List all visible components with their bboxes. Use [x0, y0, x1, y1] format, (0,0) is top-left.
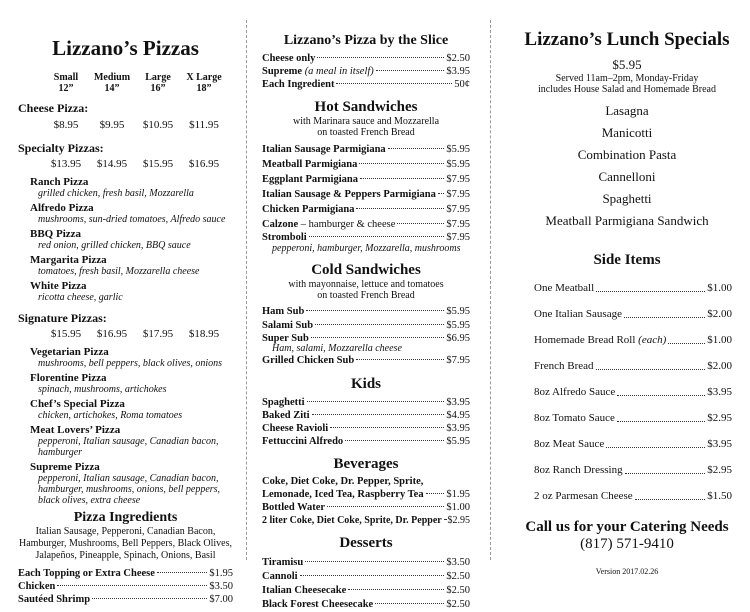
signature-price-row: $15.95 $16.95 $17.95 $18.95 [50, 328, 220, 340]
hot-sandwiches-title: Hot Sandwiches [314, 99, 418, 115]
side-row: One Italian Sausage $2.00 [534, 308, 732, 320]
size-medium: Medium 14” [93, 72, 131, 94]
lunch-item: Lasagna [605, 103, 649, 118]
cold-row: Salami Sub $5.95 [262, 320, 470, 331]
hot-row: Meatball Parmigiana $5.95 [262, 159, 470, 170]
ingredients-text: Italian Sausage, Pepperoni, Canadian Bacon, Hamburger, Mushrooms, Bell Peppers, Black Olives, Jalapeños, Pineapple, Spinach, Onions, Basil [19, 526, 232, 561]
side-row: One Meatball $1.00 [534, 282, 732, 294]
cold-row: Grilled Chicken Sub $7.95 [262, 355, 470, 366]
size-xlarge: X Large 18” [186, 72, 222, 94]
lunch-item: Spaghetti [602, 191, 652, 206]
lunch-item: Combination Pasta [577, 147, 677, 162]
desserts-list [262, 556, 470, 612]
beverage-row: Lemonade, Iced Tea, Raspberry Tea $1.95 [262, 489, 470, 500]
pizza-item: Margarita Pizza tomatoes, fresh basil, Mozzarella cheese [30, 254, 200, 277]
pizza-item: Vegetarian Pizza mushrooms, bell peppers, black olives, onions [30, 346, 223, 369]
extra-row: Sautéed Shrimp $7.00 [18, 594, 233, 605]
slice-row: Cheese only $2.50 [262, 53, 470, 64]
cold-row: Ham Sub $5.95 [262, 306, 470, 317]
lunch-includes: includes House Salad and Homemade Bread [537, 84, 716, 95]
pizza-item: Chef’s Special Pizza chicken, artichokes, Roma tomatoes [30, 398, 183, 421]
pizza-item: Florentine Pizza spinach, mushrooms, artichokes [30, 372, 167, 395]
column-divider [246, 20, 247, 560]
middle-column [248, 0, 480, 610]
hot-row: Chicken Parmigiana $7.95 [262, 204, 470, 215]
hot-row: Italian Sausage Parmigiana $5.95 [262, 144, 470, 155]
stromboli-desc: pepperoni, hamburger, Mozzarella, mushrooms [272, 243, 461, 254]
beverages-title: Beverages [333, 456, 399, 472]
desserts-title: Desserts [339, 535, 393, 551]
kids-title: Kids [350, 376, 381, 392]
side-items-title: Side Items [593, 252, 661, 268]
super-sub-desc: Ham, salami, Mozzarella cheese [272, 343, 402, 354]
pizza-column [0, 0, 245, 605]
pizza-item: Meat Lovers’ Pizza pepperoni, Italian sausage, Canadian bacon, hamburger [30, 424, 219, 458]
side-row: Homemade Bread Roll (each) $1.00 [534, 334, 732, 346]
column-divider [490, 20, 491, 560]
side-row: 8oz Meat Sauce $3.95 [534, 438, 732, 450]
pizza-item: Alfredo Pizza mushrooms, sun-dried tomatoes, Alfredo sauce [30, 202, 226, 225]
version-label: Version 2017.02.26 [595, 567, 659, 576]
extras-list [18, 567, 233, 606]
pizza-item: Supreme Pizza pepperoni, Italian sausage, Canadian bacon, hamburger, mushrooms, onions, bell peppers, black olives, extra cheese [30, 461, 221, 506]
slice-row: Each Ingredient 50¢ [262, 79, 470, 90]
cheese-price-row: $8.95 $9.95 $10.95 $11.95 [53, 119, 219, 131]
hot-sandwich-list [262, 142, 470, 254]
size-large: Large 16” [145, 72, 171, 94]
cold-sandwich-list [262, 305, 470, 368]
dessert-row: Cannoli $2.50 [262, 571, 470, 582]
cheese-pizza-label: Cheese Pizza: [18, 101, 89, 115]
kids-row: Fettuccini Alfredo $5.95 [262, 436, 470, 447]
cold-sandwiches-title: Cold Sandwiches [311, 262, 421, 278]
catering-phone[interactable]: (817) 571-9410 [580, 536, 674, 552]
kids-row: Cheese Ravioli $3.95 [262, 423, 470, 434]
pizzas-title: Lizzano’s Pizzas [52, 36, 199, 60]
side-items-list [510, 275, 744, 509]
hot-row: Italian Sausage & Peppers Parmigiana $7.95 [262, 189, 470, 200]
specialty-price-row: $13.95 $14.95 $15.95 $16.95 [50, 158, 220, 170]
lunch-item: Cannelloni [598, 169, 656, 184]
dessert-row: Italian Cheesecake $2.50 [262, 585, 470, 596]
lunch-hours: Served 11am–2pm, Monday-Friday [555, 73, 699, 84]
pizza-item: Ranch Pizza grilled chicken, fresh basil, Mozzarella [30, 176, 194, 199]
beverage-row: Bottled Water $1.00 [262, 502, 470, 513]
lunch-item: Manicotti [601, 125, 653, 140]
pizza-item: White Pizza ricotta cheese, garlic [30, 280, 123, 303]
by-slice-title: Lizzano’s Pizza by the Slice [283, 33, 449, 48]
lunch-price: $5.95 [612, 57, 642, 72]
cold-row: Super Sub $6.95 [262, 333, 470, 344]
side-row: French Bread $2.00 [534, 360, 732, 372]
dessert-row: Black Forest Cheesecake $2.50 [262, 599, 470, 610]
size-header-row [18, 72, 233, 98]
hot-sandwiches-subtitle: with Marinara sauce and Mozzarella [292, 116, 440, 127]
signature-pizza-label: Signature Pizzas: [18, 311, 107, 325]
slice-row: Supreme (a meal in itself) $3.95 [262, 66, 470, 77]
extra-row: Each Topping or Extra Cheese $1.95 [18, 568, 233, 579]
dessert-row: Tiramisu $3.50 [262, 557, 470, 568]
side-row: 8oz Tomato Sauce $2.95 [534, 412, 732, 424]
side-row: 8oz Alfredo Sauce $3.95 [534, 386, 732, 398]
lunch-title: Lizzano’s Lunch Specials [524, 29, 730, 50]
kids-row: Spaghetti $3.95 [262, 397, 470, 408]
hot-row: Stromboli $7.95 [262, 232, 470, 243]
size-small: Small 12” [53, 72, 79, 94]
kids-row: Baked Ziti $4.95 [262, 410, 470, 421]
specialty-pizza-label: Specialty Pizzas: [18, 141, 104, 155]
ingredients-title: Pizza Ingredients [73, 510, 178, 525]
side-row: 8oz Ranch Dressing $2.95 [534, 464, 732, 476]
cold-sandwiches-subtitle: with mayonnaise, lettuce and tomatoes [288, 279, 444, 290]
pizza-item: BBQ Pizza red onion, grilled chicken, BBQ sauce [30, 228, 191, 251]
lunch-item: Meatball Parmigiana Sandwich [545, 213, 709, 228]
by-slice-list [262, 52, 470, 91]
hot-row: Eggplant Parmigiana $7.95 [262, 174, 470, 185]
extra-row: Chicken $3.50 [18, 581, 233, 592]
catering-title: Call us for your Catering Needs [525, 519, 729, 535]
lunch-list [510, 100, 744, 232]
hot-row: Calzone – hamburger & cheese $7.95 [262, 219, 470, 230]
beverages-list [262, 476, 470, 527]
cold-sandwiches-subtitle: on toasted French Bread [317, 290, 415, 301]
hot-sandwiches-subtitle: on toasted French Bread [317, 127, 415, 138]
right-column [500, 0, 750, 580]
side-row: 2 oz Parmesan Cheese $1.50 [534, 490, 732, 502]
beverage-row: 2 liter Coke, Diet Coke, Sprite, Dr. Pepper $2.95 [262, 515, 470, 526]
beverage-soda-line: Coke, Diet Coke, Dr. Pepper, Sprite, [262, 476, 424, 487]
kids-list [262, 396, 470, 448]
